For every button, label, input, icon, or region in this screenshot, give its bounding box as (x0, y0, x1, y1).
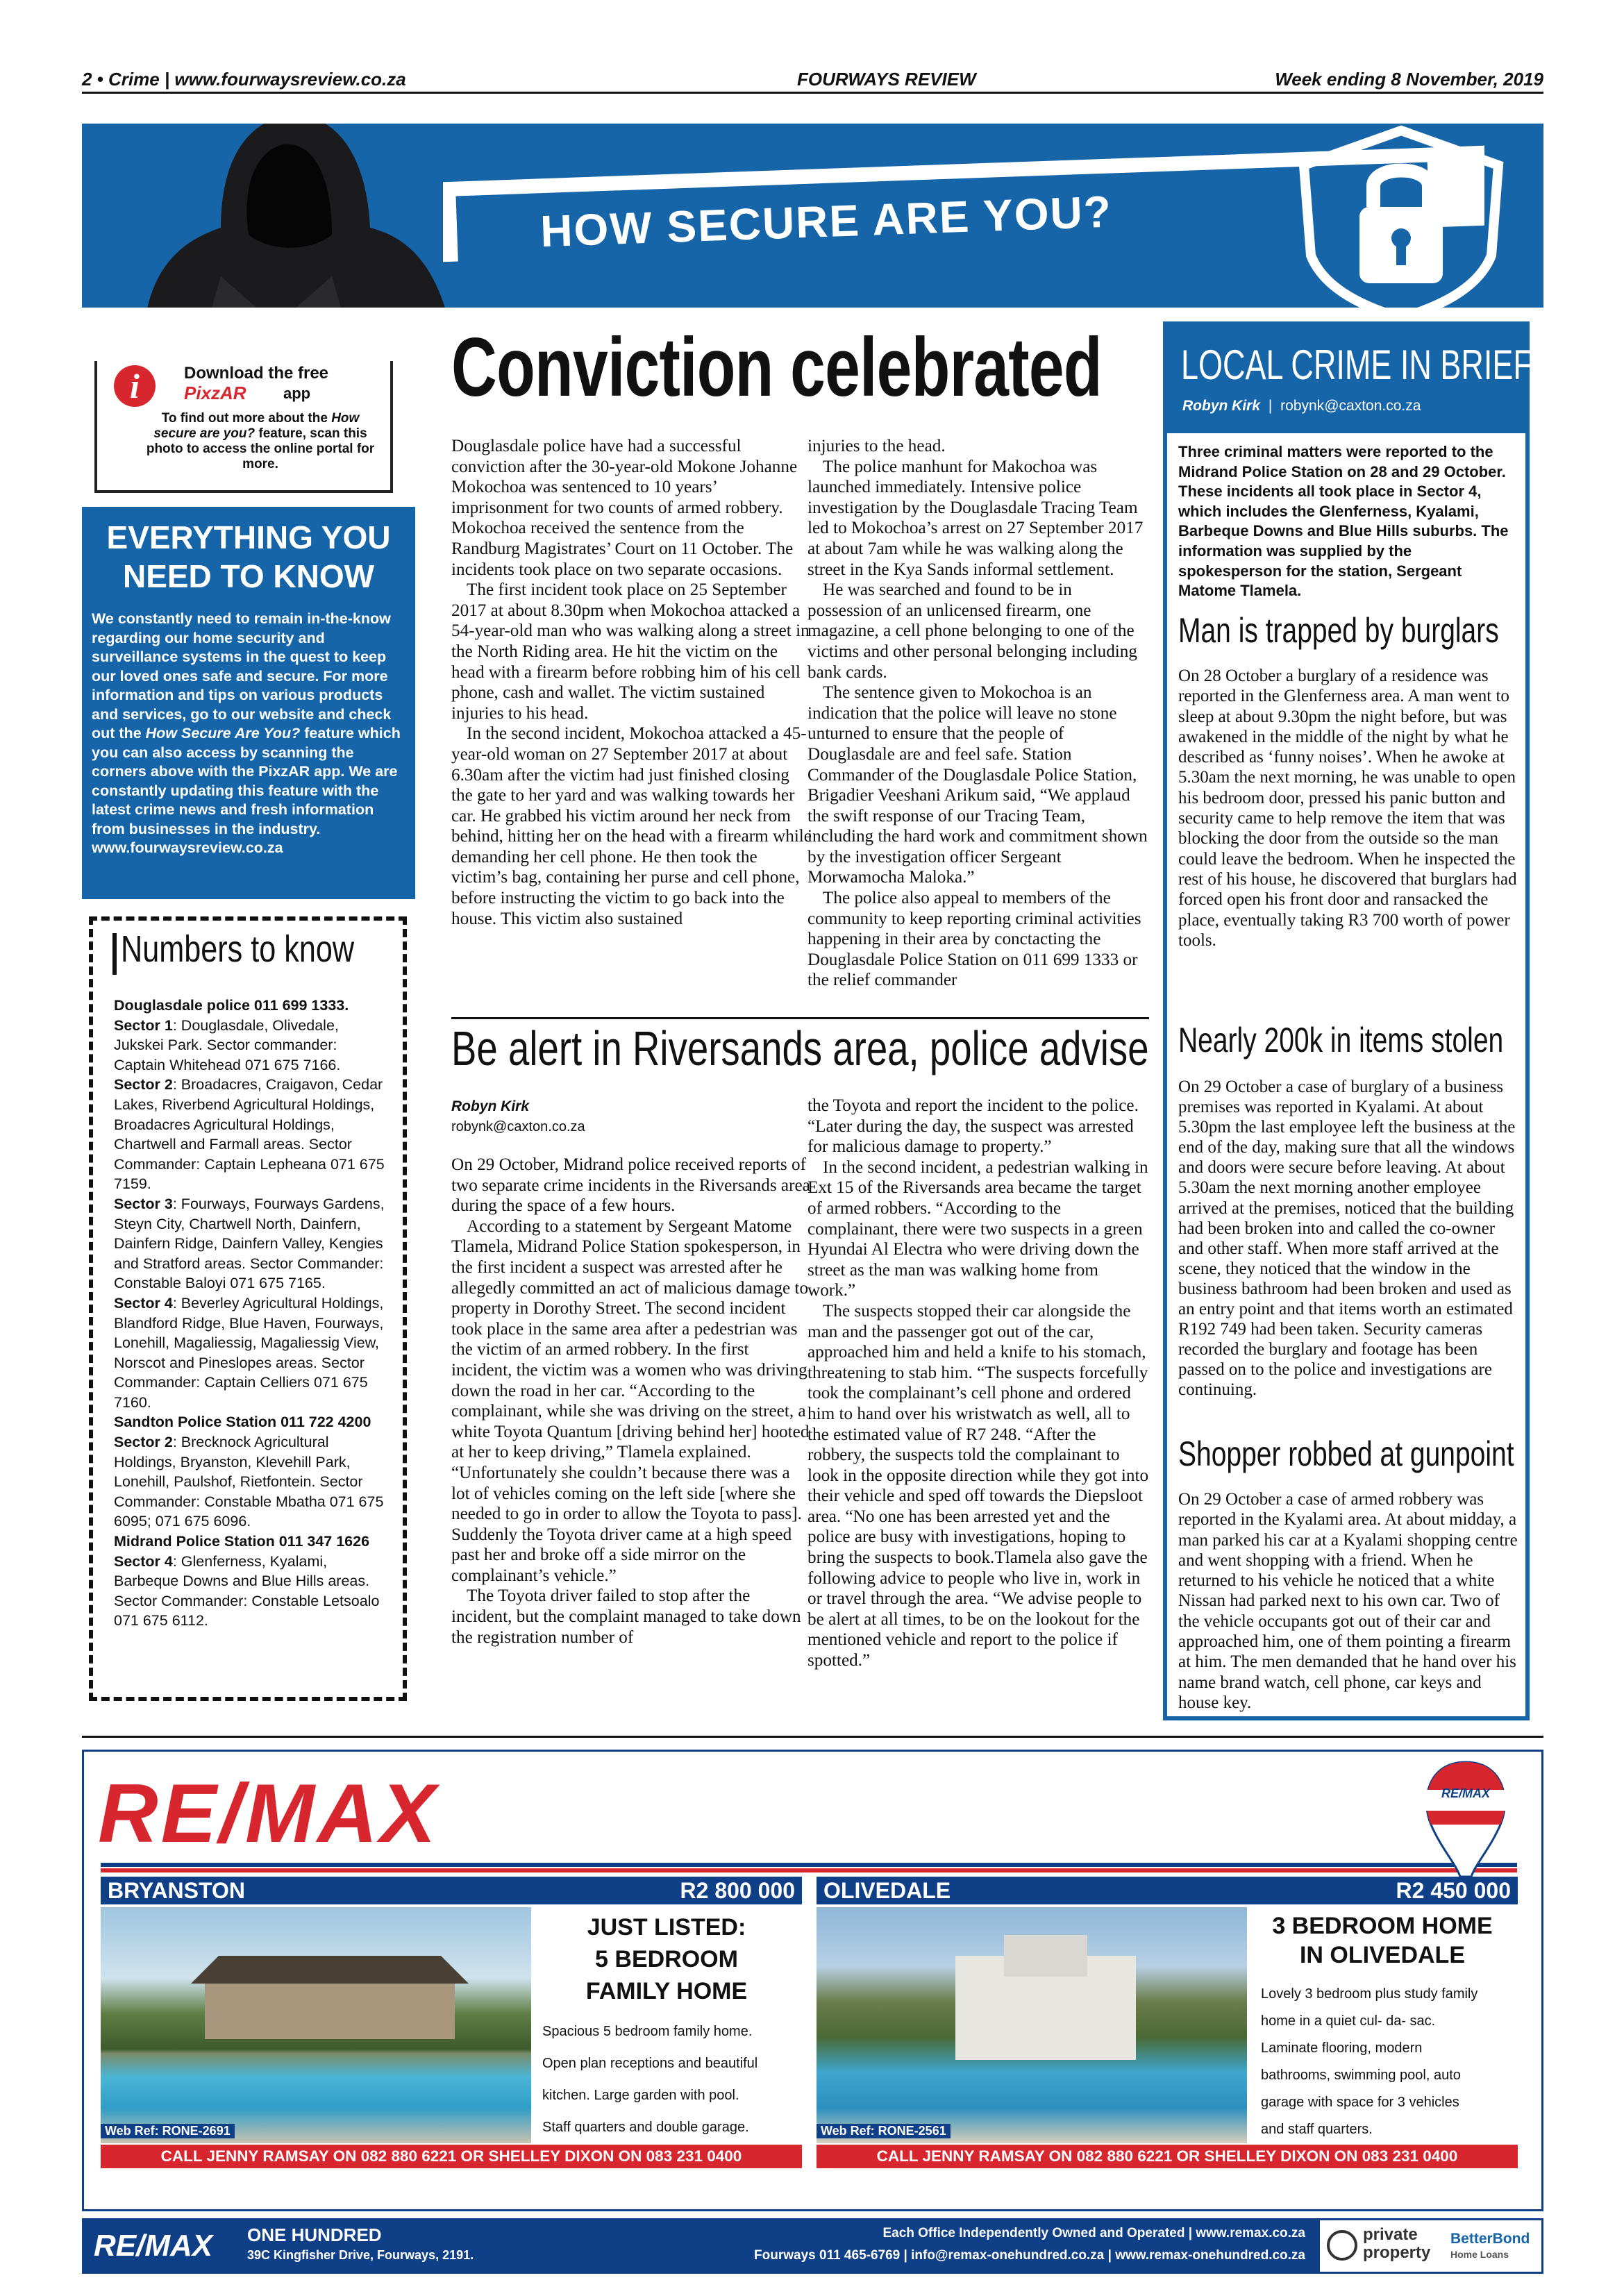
brief-s3-body: On 29 October a case of armed robbery was reported in the Kyalami area. At about midday, a man parked his car at a Kyalami shopping centre and went shopping with a friend. When he returned to his vehicle he noticed that a white Nissan had parked next to his own car. Two of the vehicle occupants got out of their car and approached him, one of them pointing a firearm at him. The men demanded that he hand over his name brand watch, cell phone, car keys and house key. (1178, 1490, 1518, 1712)
brief-s1-body: On 28 October a burglary of a residence was reported in the Glenferness area. A man went to sleep at about 9.30pm the night before, but was awakened in the middle of the night by what he described as ‘funny noises’. When he awoke at 5.30am the next morning, he was unable to open his bedroom door, pressed his panic button and security came to help remove the item that was blocking the door from the outside so the man could leave the bedroom. When he inspected the rest of his house, he discovered that burglars had forced open his front door and ransacked the place, eventually taking R3 700 worth of power tools. (1178, 667, 1517, 950)
paragraph: In the second incident, Mokochoa attacked a 45-year-old woman on 27 September 2017 at about 6.30am after the victim had just finished closing the gate to her yard and was walking towards her car. He grabbed his victim around her neck from behind, hitting her on the head with a firearm while demanding her cell phone. He then took the victim’s bag, containing her purse and cell phone, before instructing the victim to go back into the house. This victim also sustained (451, 724, 812, 928)
header-right: Week ending 8 November, 2019 (1275, 69, 1543, 90)
number-entry-label: Sector 2 (114, 1434, 173, 1451)
listing-bryanston[interactable] (101, 1877, 802, 2172)
number-entry (114, 996, 392, 1016)
private-property-icon (1327, 2230, 1357, 2261)
article2-byline: Robyn Kirk (451, 1098, 530, 1114)
header-left: 2 • Crime | www.fourwaysreview.co.za (82, 69, 406, 90)
listing-line: home in a quiet cul- da- sac. (1261, 2013, 1436, 2029)
header-center: FOURWAYS REVIEW (797, 69, 976, 90)
everything-body (92, 610, 408, 858)
ad-footer (82, 2218, 1543, 2274)
listing2-headline-1: 3 BEDROOM HOME (1272, 1913, 1493, 1939)
number-entry (114, 1532, 392, 1552)
paragraph: injuries to the head. (807, 437, 946, 455)
listing1-headline-3: FAMILY HOME (585, 1978, 748, 2004)
everything-box (82, 507, 415, 899)
listing-line: Spacious 5 bedroom family home. (542, 2024, 753, 2039)
brief-s1-title: Man is trapped by burglars (1178, 611, 1499, 650)
listing1-description (542, 2016, 799, 2143)
listing1-ref: Web Ref: RONE-2691 (101, 2124, 235, 2138)
paragraph: The Toyota driver failed to stop after the incident, but the complaint managed to take down the registration number of (451, 1586, 801, 1647)
everything-body-c: feature which you can also access by scanning the corners above with the PixzAR app. We are constantly updating this feature with the latest crime news and fresh information from businesses in the industry. www.fourwaysreview.co.za (92, 725, 401, 856)
number-entry-label: Douglasdale police 011 699 1333. (114, 997, 349, 1014)
paragraph: According to a statement by Sergeant Matome Tlamela, Midrand Police Station spokesperson, in the first incident a suspect was arrested after he allegedly committed an act of malicious damage to property in Dorothy Street. The second incident took place in the same area after a pedestrian was the victim of an armed robbery. In the first incident, the victim was a women who was driving down the road in her car. “According to the complainant, while she was driving on the street, a white Toyota Quantum [driving behind her] hooted at her to keep driving,” Tlamela explained. “Unfortunately she couldn’t because there was a lot of vehicles coming on the left side [where she needed to go in order to allow the Toyota to pass]. Suddenly the Toyota driver came at a high speed past her and broke off a side mirror on the complainant’s vehicle.” (451, 1216, 810, 1585)
number-entry (114, 1194, 392, 1293)
private-property-1: private (1363, 2225, 1418, 2244)
number-entry-label: Sector 4 (114, 1294, 173, 1312)
paragraph: On 29 October, Midrand police received reports of two separate crime incidents in the Riversands area during the space of a few hours. (451, 1155, 810, 1216)
page-header (82, 66, 1543, 94)
listing-line: garage with space for 3 vehicles (1261, 2095, 1459, 2110)
number-entry (114, 1293, 392, 1413)
everything-title-1: EVERYTHING YOU (106, 519, 391, 555)
footer-office: ONE HUNDRED (247, 2224, 382, 2245)
listing-line: Lovely 3 bedroom plus study family (1261, 1986, 1478, 2002)
number-entry-label: Sector 4 (114, 1552, 173, 1570)
private-property-logo (1363, 2226, 1430, 2262)
listing2-call[interactable]: CALL JENNY RAMSAY ON 082 880 6221 OR SHELLEY DIXON ON 083 231 0400 (817, 2145, 1518, 2168)
footer-line2: Fourways 011 465-6769 | info@remax-onehundred.co.za | www.remax-onehundred.co.za (754, 2248, 1305, 2263)
number-entry (114, 1412, 392, 1432)
listing2-ref: Web Ref: RONE-2561 (817, 2124, 951, 2138)
listing1-photo (101, 1907, 531, 2143)
listing1-area: BRYANSTON (108, 1878, 245, 1903)
number-entry-text: : Brecknock Agricultural Holdings, Bryanston, Klevehill Park, Lonehill, Paulshof, Rietfontein. Sector Commander: Constable Mbatha 071 675 6095; 071 675 6096. (114, 1434, 384, 1530)
article2-column-1 (451, 1155, 812, 1648)
hooded-figure-icon (103, 124, 464, 308)
number-entry (114, 1432, 392, 1532)
paragraph: The sentence given to Mokochoa is an indication that the police will leave no stone unturned to ensure that the people of Douglasdale are and feel safe. Station Commander of the Douglasdale Police Station, Brigadier Veeshani Arikum said, “We applaud the swift response of our Tracing Team, including the hard work and commitment shown by the investigation officer Sergeant Morwamocha Maloka.” (807, 683, 1148, 887)
listing1-call[interactable]: CALL JENNY RAMSAY ON 082 880 6221 OR SHELLEY DIXON ON 083 231 0400 (101, 2145, 802, 2168)
listing-line: bathrooms, swimming pool, auto (1261, 2068, 1461, 2083)
listing1-headline-2: 5 BEDROOM (595, 1946, 738, 1972)
number-entry-label: Midrand Police Station 011 347 1626 (114, 1533, 370, 1550)
everything-body-a: We constantly need to remain in-the-know regarding our home security and surveillance systems in the quest to keep our loved ones safe and secure. For more information and tips on various products and services, go to our website and check out the (92, 610, 392, 741)
paragraph: Douglasdale police have had a successful conviction after the 30-year-old Mokone Johanne Mokochoa was sentenced to 10 years’ imprisonment for two counts of armed robbery. Mokochoa received the sentence from the Randburg Magistrates’ Court on 11 October. The incidents took place on two separate occasions. (451, 437, 798, 579)
footer-address: 39C Kingfisher Drive, Fourways, 2191. (247, 2248, 474, 2262)
listing1-price: R2 800 000 (680, 1878, 795, 1903)
listing-line: kitchen. Large garden with pool. (542, 2088, 739, 2103)
remax-blue-stripe (101, 1863, 1517, 1867)
number-entry-label: Sector 1 (114, 1016, 173, 1034)
numbers-title: Numbers to know (121, 928, 355, 970)
listing-olivedale[interactable] (817, 1877, 1518, 2172)
numbers-title-bar (112, 933, 117, 975)
listing1-headline (538, 1911, 795, 2007)
number-entry-label: Sector 3 (114, 1195, 173, 1212)
pixzar-box[interactable] (94, 361, 393, 493)
listing-line: Open plan receptions and beautiful (542, 2056, 758, 2071)
number-entry-text: : Broadacres, Craigavon, Cedar Lakes, Riverbend Agricultural Holdings, Broadacres Agricultural Holdings, Chartwell and Farmall areas. Sector Commander: Captain Lepheana 071 675 7159. (114, 1076, 385, 1193)
number-entry (114, 1016, 392, 1075)
listing-line: Staff quarters and double garage. (542, 2120, 749, 2135)
listing-line: and staff quarters. (1261, 2122, 1373, 2137)
pixzar-app: app (283, 385, 311, 402)
brief-title: LOCAL CRIME IN BRIEF (1181, 342, 1532, 388)
listing2-price: R2 450 000 (1396, 1878, 1511, 1903)
banner-title: HOW SECURE ARE YOU? (456, 162, 1430, 273)
balloon-text: RE/MAX (1441, 1786, 1490, 1800)
pixzar-text-b: How secure are you? (153, 411, 360, 441)
brief-s3-title: Shopper robbed at gunpoint (1178, 1434, 1514, 1473)
brief-email: robynk@caxton.co.za (1280, 398, 1421, 414)
listing1-headline-1: JUST LISTED: (587, 1914, 746, 1941)
number-entry (114, 1552, 392, 1631)
numbers-list (114, 996, 392, 1631)
listing2-photo (817, 1907, 1247, 2143)
numbers-box (89, 916, 407, 1701)
info-icon: i (114, 365, 156, 407)
number-entry-label: Sector 2 (114, 1076, 173, 1093)
number-entry-text: : Douglasdale, Olivedale, Jukskei Park. Sector commander: Captain Whitehead 071 675 7166. (114, 1016, 341, 1073)
remax-ad[interactable] (82, 1750, 1543, 2211)
listing2-description (1261, 1981, 1518, 2143)
number-entry-text: : Glenferness, Kyalami, Barbeque Downs and Blue Hills areas. Sector Commander: Constable Letsoalo 071 675 6112. (114, 1552, 380, 1629)
article1-column-2 (807, 436, 1149, 991)
pixzar-brand: PixzAR (184, 383, 246, 403)
private-property-2: property (1363, 2243, 1431, 2262)
brief-byline-name: Robyn Kirk (1182, 398, 1261, 414)
remax-logo: RE/MAX (98, 1767, 439, 1860)
footer-brand: RE/MAX (94, 2229, 213, 2263)
betterbond-1: BetterBond (1450, 2231, 1530, 2247)
betterbond-logo (1450, 2231, 1530, 2262)
pixzar-text-c: feature, scan this photo to access the online portal for more. (146, 426, 375, 471)
brief-s2-body: On 29 October a case of burglary of a business premises was reported in Kyalami. At about 5.30pm the last employee left the business at the end of the day, making sure that all the windows and doors were secure before leaving. At about 5.30am the next morning another employee arrived at the premises, noticed that the building had been broken into and called the co-owner and other staff. When more staff arrived at the scene, they noticed that the window in the business bathroom had been broken and used as an entry point and that items worth an estimated R192 749 had been taken. Security cameras recorded the burglary and footage has been passed on to the police and investigations are continuing. (1178, 1078, 1516, 1400)
article1-column-1 (451, 436, 812, 929)
paragraph: In the second incident, a pedestrian walking in Ext 15 of the Riversands area became the target of armed robbers. “According to the complainant, there were two suspects in a green Hyundai Al Electra who were driving down the street as the man was walking home from work.” (807, 1157, 1148, 1300)
how-secure-banner (82, 124, 1543, 308)
brief-byline: Robyn Kirk | robynk@caxton.co.za (1182, 398, 1421, 414)
brief-box (1163, 321, 1530, 1720)
paragraph: the Toyota and report the incident to the police. “Later during the day, the suspect was arrested for malicious damage to property.” (807, 1096, 1139, 1157)
footer-line1: Each Office Independently Owned and Operated | www.remax.co.za (882, 2226, 1305, 2240)
paragraph: The police manhunt for Makochoa was launched immediately. Intensive police investigation by the Douglasdale Tracing Team led to Mokochoa’s arrest on 27 September 2017 at about 7am while he was walking along the street in the Kya Sands informal settlement. (807, 457, 1144, 579)
listing2-headline (1254, 1911, 1511, 1970)
everything-title (82, 518, 415, 596)
paragraph: The first incident took place on 25 September 2017 at about 8.30pm when Mokochoa attacked a 54-year-old man who was walking along a street in the North Riding area. He hit the victim on the head with a firearm before robbing him of his cell phone, cash and wallet. The victim sustained injuries to his head. (451, 580, 810, 723)
article2-headline: Be alert in Riversands area, police advise (451, 1021, 1149, 1075)
everything-body-b: How Secure Are You? (145, 725, 301, 741)
number-entry (114, 1075, 392, 1194)
everything-title-2: NEED TO KNOW (122, 558, 375, 594)
listing1-house (205, 1977, 455, 2039)
page-rule (82, 1736, 1543, 1738)
brief-intro: Three criminal matters were reported to the Midrand Police Station on 28 and 29 October. These incidents all took place in Sector 4, which includes the Glenferness, Kyalami, Barbeque Downs and Blue Hills suburbs. The information was supplied by the spokesperson for the station, Sergeant Matome Tlamela. (1178, 443, 1509, 600)
pixzar-text (139, 411, 382, 472)
article-divider (451, 1017, 1149, 1019)
betterbond-2: Home Loans (1450, 2249, 1509, 2260)
article1-headline: Conviction celebrated (451, 321, 1102, 414)
lock-icon (1276, 124, 1526, 308)
pixzar-line1: Download the free (184, 364, 329, 383)
article2-column-2 (807, 1096, 1149, 1671)
number-entry-text: : Fourways, Fourways Gardens, Steyn City, Chartwell North, Dainfern, Dainfern Ridge, Dainfern Valley, Kengies and Stratford areas. Sector Commander: Constable Baloyi 071 675 7165. (114, 1195, 385, 1292)
listing-line: Laminate flooring, modern (1261, 2041, 1423, 2056)
paragraph: The suspects stopped their car alongside the man and the passenger got out of the car, approached him and held a knife to his stomach, threatening to stab him. “The suspects forcefully took the complainant’s cell phone and ordered him to hand over his wristwatch as well, all to the estimated value of R7 248. “After the robbery, the suspects told the complainant to look in the opposite direction while they got into their vehicle and sped off towards the Diepsloot area. “No one has been arrested yet and the police are busy with investigations, hoping to bring the suspects to book.Tlamela also gave the following advice to people who live in, work in or travel through the area. “We advise people to be alert at all times, to be on the lookout for the mentioned vehicle and report to the police if spotted.” (807, 1301, 1149, 1670)
remax-red-stripe (101, 1868, 1517, 1872)
listing2-area: OLIVEDALE (823, 1878, 951, 1903)
paragraph: He was searched and found to be in possession of an unlicensed firearm, one magazine, a cell phone belonging to one of the victims and other personal belonging including bank cards. (807, 580, 1137, 682)
article2-email: robynk@caxton.co.za (451, 1119, 585, 1134)
number-entry-text: : Beverley Agricultural Holdings, Blandford Ridge, Blue Haven, Fourways, Lonehill, Magaliessig, Magaliessig View, Norscot and Pineslopes areas. Sector Commander: Captain Celliers 071 675 7160. (114, 1294, 384, 1411)
paragraph: The police also appeal to members of the community to keep reporting criminal activities happening in their area by conctacting the Douglasdale Police Station on 011 699 1333 or the relief commander (807, 889, 1141, 990)
listing2-headline-2: IN OLIVEDALE (1299, 1942, 1466, 1968)
brief-s2-title: Nearly 200k in items stolen (1178, 1021, 1504, 1059)
pixzar-text-a: To find out more about the (161, 411, 328, 426)
listing1-roof (191, 1956, 469, 1984)
listing2-upper (1004, 1935, 1087, 1977)
number-entry-label: Sandton Police Station 011 722 4200 (114, 1414, 371, 1431)
